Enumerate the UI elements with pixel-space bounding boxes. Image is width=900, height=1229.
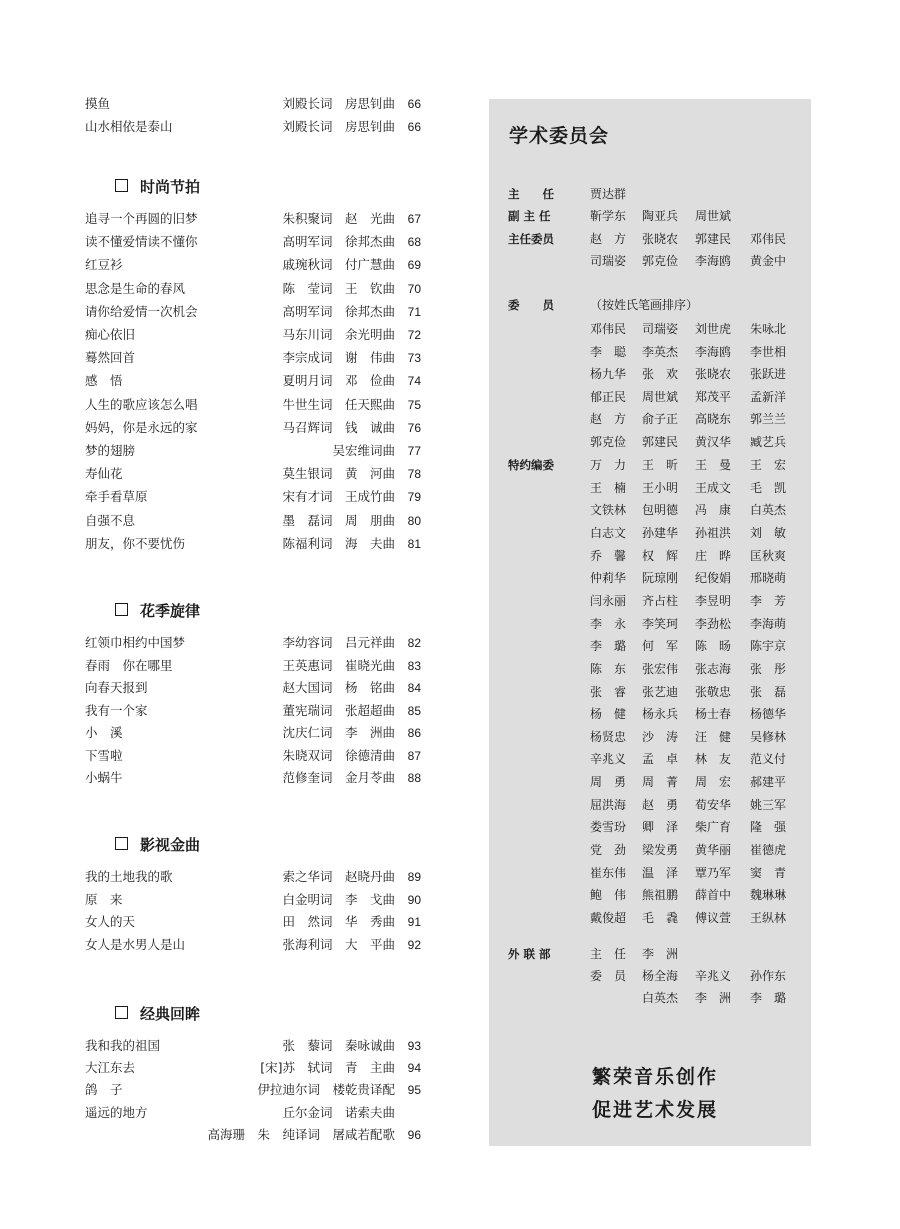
member-name: 白英杰 [750, 503, 787, 518]
member-name: 杨全海 [642, 969, 679, 983]
member-name: 卿 泽 [642, 820, 679, 835]
member-name: 汪 健 [695, 729, 732, 744]
toc-entry[interactable] [85, 723, 421, 743]
member-name: 刘世虎 [695, 322, 732, 336]
song-credit: 丘尔金词 诺索夫曲 [282, 1105, 395, 1120]
member-name: 王 宏 [750, 458, 787, 472]
members-sort-note: （按姓氏笔画排序） [590, 298, 699, 312]
toc-entry[interactable] [85, 867, 421, 887]
member-name: 邓伟民 [590, 322, 627, 336]
member-name: 李海鸥 [695, 344, 732, 359]
checkbox-square-icon [115, 837, 128, 850]
member-name: 李 洲 [695, 991, 732, 1005]
toc-entry[interactable] [85, 746, 421, 766]
section-title: 影视金曲 [140, 836, 201, 854]
page-number: 87 [407, 749, 421, 763]
toc-entry[interactable] [85, 678, 421, 698]
member-name: 李 璐 [750, 991, 787, 1005]
member-name: 王 楠 [590, 480, 627, 495]
member-name: 王 曼 [695, 458, 732, 472]
song-title: 大江东去 [85, 1060, 136, 1075]
member-name: 邢晓萌 [750, 571, 787, 586]
toc-entry[interactable] [85, 302, 421, 322]
member-name: 郭克俭 [590, 435, 627, 449]
member-name: 李 芳 [750, 593, 787, 608]
section-heading [115, 599, 200, 623]
member-name: 李 聪 [590, 344, 627, 359]
page-number: 83 [407, 659, 421, 673]
section-title: 经典回眸 [140, 1005, 201, 1023]
section-heading [115, 833, 200, 857]
member-name: 李笑珂 [642, 616, 679, 631]
song-credit: 李宗成词 谢 伟曲 [282, 350, 395, 365]
toc-entry[interactable] [85, 1080, 421, 1100]
page-number: 86 [407, 726, 421, 740]
member-name: 万 力 [590, 458, 627, 472]
page-number: 94 [407, 1061, 421, 1075]
member-name: 张 欢 [642, 367, 679, 382]
member-name: 李世相 [750, 344, 787, 359]
members-label: 委 员 [508, 298, 554, 312]
song-credit: [宋]苏 轼词 青 主曲 [260, 1060, 395, 1075]
song-title: 妈妈，你是永远的家 [85, 420, 198, 435]
member-name: 齐占柱 [642, 593, 679, 608]
page-number: 88 [407, 771, 421, 785]
member-name: 白英杰 [642, 991, 679, 1005]
toc-entry[interactable] [85, 1103, 421, 1123]
member-name: 张 睿 [590, 684, 627, 699]
toc-entry[interactable] [85, 279, 421, 299]
member-name: 白志文 [590, 525, 627, 540]
toc-entry[interactable] [85, 534, 421, 554]
member-name: 崔德虎 [750, 843, 787, 858]
toc-entry[interactable] [85, 371, 421, 391]
toc-entry[interactable] [85, 890, 421, 910]
page-number: 68 [407, 235, 421, 249]
member-name: 陶亚兵 [642, 209, 679, 223]
song-title: 红领巾相约中国梦 [85, 635, 186, 650]
toc-entry[interactable] [85, 348, 421, 368]
toc-entry[interactable] [85, 1058, 421, 1078]
song-credit: 马召辉词 钱 诚曲 [282, 420, 395, 435]
member-name: 张晓农 [642, 232, 679, 246]
page-number: 79 [407, 490, 421, 504]
member-name: 窦 青 [750, 865, 787, 880]
committee-title: 学术委员会 [509, 125, 610, 147]
slogan-line-1: 繁荣音乐创作 [591, 1066, 718, 1088]
member-name: 文铁林 [590, 503, 627, 518]
member-name: 柴广育 [695, 820, 732, 835]
member-name: 杨德华 [750, 707, 787, 722]
page-number: 73 [407, 351, 421, 365]
member-name: 朱咏北 [750, 322, 787, 336]
member-name: 仲莉华 [590, 571, 627, 586]
checkbox-square-icon [115, 1006, 128, 1019]
member-name: 李海鸥 [695, 254, 732, 268]
academic-committee-panel [489, 99, 811, 1146]
director-members-label: 主任委员 [508, 232, 554, 246]
song-title: 春雨 你在哪里 [85, 658, 173, 673]
member-name: 李 璐 [590, 639, 627, 654]
member-name: 臧艺兵 [750, 435, 787, 449]
member-name: 黄汉华 [695, 435, 732, 449]
page-number: 95 [407, 1083, 421, 1097]
toc-entry[interactable] [85, 487, 421, 507]
member-name: 王成文 [695, 480, 732, 495]
song-credit: 夏明月词 邓 俭曲 [282, 373, 395, 388]
song-title: 人生的歌应该怎么唱 [85, 397, 198, 412]
song-credit: 莫生银词 黄 河曲 [282, 466, 395, 481]
song-title: 痴心依旧 [85, 327, 136, 342]
member-name: 高晓东 [695, 412, 732, 427]
member-name: 毛 毳 [642, 911, 679, 925]
member-name: 沙 涛 [642, 729, 679, 744]
member-name: 孙祖洪 [695, 525, 732, 540]
song-title: 女人是水男人是山 [85, 937, 186, 952]
member-name: 陈宇京 [750, 639, 787, 654]
section-heading [115, 175, 200, 199]
member-name: 赵 方 [590, 232, 627, 246]
song-title: 请你给爱情一次机会 [85, 304, 198, 319]
checkbox-square-icon [115, 179, 128, 192]
member-name: 杨 健 [590, 707, 627, 722]
song-title: 红豆衫 [85, 257, 123, 272]
section-title: 时尚节拍 [140, 178, 201, 196]
toc-entry[interactable] [85, 94, 421, 114]
song-credit: 李幼容词 吕元祥曲 [282, 635, 395, 650]
member-name: 何 军 [642, 639, 679, 654]
toc-entry[interactable] [85, 209, 421, 229]
member-name: 杨士春 [695, 707, 732, 722]
member-name: 孟 卓 [642, 752, 679, 767]
member-name: 傅议萱 [695, 911, 732, 925]
member-name: 周 宏 [695, 775, 732, 790]
page-number: 81 [407, 537, 421, 551]
song-title: 女人的天 [85, 914, 136, 929]
member-name: 崔东伟 [590, 865, 627, 880]
page-number: 67 [407, 212, 421, 226]
toc-entry[interactable] [85, 395, 421, 415]
member-name: 王小明 [642, 480, 679, 495]
liaison-members-label: 委 员 [590, 969, 627, 983]
slogan-line-2: 促进艺术发展 [591, 1099, 718, 1121]
song-credit: 陈 莹词 王 钦曲 [282, 281, 395, 296]
member-name: 杨贤忠 [590, 729, 627, 744]
song-credit: 朱积聚词 赵 光曲 [282, 211, 395, 226]
member-name: 赵 方 [590, 412, 627, 427]
toc-entry[interactable] [85, 1036, 421, 1056]
toc-entry[interactable] [85, 255, 421, 275]
special-editors-label: 特约编委 [508, 458, 554, 472]
member-name: 杨九华 [590, 367, 627, 382]
song-title: 梦的翅膀 [85, 443, 136, 458]
member-name: 周世斌 [695, 209, 732, 223]
toc-entry[interactable] [85, 768, 421, 788]
song-credit: 刘殿长词 房思钊曲 [282, 119, 395, 134]
liaison-director-label: 主 任 [590, 947, 627, 961]
song-credit: 朱晓双词 徐德清曲 [282, 748, 395, 763]
toc-entry[interactable] [85, 325, 421, 345]
song-title: 寿仙花 [85, 466, 123, 481]
song-title: 下雪啦 [85, 748, 123, 763]
member-name: 杨永兵 [642, 707, 679, 722]
song-title: 朋友，你不要忧伤 [85, 536, 186, 551]
member-name: 娄雪玢 [590, 820, 627, 835]
song-title: 追寻一个再圆的旧梦 [85, 211, 198, 226]
song-title: 原 来 [85, 892, 123, 907]
song-credit: 高明军词 徐邦杰曲 [282, 234, 395, 249]
member-name: 匡秋爽 [750, 548, 787, 563]
member-name: 闫永丽 [590, 593, 627, 608]
page-number: 70 [407, 282, 421, 296]
song-credit: 王英惠词 崔晓光曲 [282, 658, 395, 673]
song-credit: 刘殿长词 房思钊曲 [282, 96, 395, 111]
liaison-director-name: 李 洲 [642, 947, 679, 961]
song-title: 小蜗牛 [85, 770, 123, 785]
song-credit: 伊拉迪尔词 楼乾贵译配 [257, 1082, 395, 1097]
member-name: 李海萌 [750, 616, 787, 631]
member-name: 李 永 [590, 616, 627, 631]
member-name: 周 菁 [642, 775, 679, 790]
page-number: 69 [407, 258, 421, 272]
song-credit: 高海珊 朱 纯译词 屠咸若配歌 [207, 1127, 395, 1142]
song-credit: 戚琬秋词 付广慧曲 [282, 257, 395, 272]
page-number: 96 [407, 1128, 421, 1142]
song-title: 摸鱼 [85, 96, 111, 111]
member-name: 权 辉 [642, 548, 679, 563]
page-number: 66 [407, 97, 421, 111]
member-name: 孟新洋 [750, 389, 787, 404]
toc-entry[interactable] [85, 912, 421, 932]
song-credit: 沈庆仁词 李 洲曲 [282, 725, 395, 740]
member-name: 姚三军 [750, 797, 787, 812]
page-number: 76 [407, 421, 421, 435]
song-credit: 吴宏维词曲 [332, 443, 395, 458]
director-label: 主 任 [508, 187, 554, 201]
member-name: 孙建华 [642, 525, 679, 540]
member-name: 戴俊超 [590, 911, 627, 925]
song-title: 感 悟 [85, 373, 123, 388]
page-number: 91 [407, 915, 421, 929]
song-credit: 墨 磊词 周 朋曲 [282, 513, 395, 528]
member-name: 赵 勇 [642, 797, 679, 812]
member-name: 纪俊娟 [695, 571, 732, 586]
song-title: 向春天报到 [85, 680, 148, 695]
song-credit: 马东川词 余光明曲 [282, 327, 395, 342]
member-name: 李英杰 [642, 344, 679, 359]
song-credit: 董宪瑞词 张超超曲 [282, 703, 395, 718]
song-title: 牵手看草原 [85, 489, 148, 504]
song-credit: 索之华词 赵晓丹曲 [282, 869, 395, 884]
member-name: 郭克俭 [642, 254, 679, 268]
member-name: 温 泽 [642, 865, 679, 880]
song-credit: 赵大国词 杨 铭曲 [282, 680, 395, 695]
member-name: 魏琳琳 [750, 888, 787, 903]
song-credit: 范修奎词 金月苓曲 [282, 770, 395, 785]
member-name: 隆 强 [750, 820, 787, 835]
song-title: 思念是生命的春风 [85, 281, 186, 296]
member-name: 林 友 [695, 752, 732, 767]
member-name: 张敬忠 [695, 684, 732, 699]
song-credit: 牛世生词 任天熙曲 [282, 397, 395, 412]
toc-entry[interactable] [85, 701, 421, 721]
member-name: 郁正民 [590, 389, 627, 404]
section-title: 花季旋律 [140, 602, 201, 620]
song-title: 我的土地我的歌 [85, 869, 173, 884]
song-credit: 田 然词 华 秀曲 [282, 914, 395, 929]
song-title: 小 溪 [85, 725, 123, 740]
director-name: 贾达群 [590, 187, 627, 201]
member-name: 郭兰兰 [750, 412, 787, 427]
member-name: 陈 东 [590, 661, 627, 676]
member-name: 薛首中 [695, 888, 732, 903]
member-name: 张艺迪 [642, 684, 679, 699]
song-credit: 白金明词 李 戈曲 [282, 892, 395, 907]
member-name: 郝建平 [750, 775, 787, 790]
member-name: 辛兆义 [695, 969, 732, 983]
member-name: 乔 馨 [590, 548, 627, 563]
song-credit: 张海利词 大 平曲 [282, 937, 395, 952]
member-name: 王纵林 [750, 911, 787, 925]
song-title: 自强不息 [85, 513, 136, 528]
member-name: 张 彤 [750, 661, 787, 676]
member-name: 王 昕 [642, 458, 679, 472]
song-title: 山水相依是泰山 [85, 119, 173, 134]
song-title: 读不懂爱情读不懂你 [85, 234, 198, 249]
page-number: 84 [407, 681, 421, 695]
toc-entry[interactable] [85, 464, 421, 484]
song-credit: 高明军词 徐邦杰曲 [282, 304, 395, 319]
toc-entry[interactable] [85, 935, 421, 955]
section-heading [115, 1002, 200, 1026]
member-name: 陈 旸 [695, 639, 732, 654]
toc-entry[interactable] [85, 656, 421, 676]
member-name: 鲍 伟 [590, 888, 627, 903]
member-name: 邓伟民 [750, 232, 787, 246]
page-number: 82 [407, 636, 421, 650]
member-name: 司瑞姿 [590, 254, 627, 268]
member-name: 周 勇 [590, 775, 627, 790]
page-number: 66 [407, 120, 421, 134]
page-number: 93 [407, 1039, 421, 1053]
page-number: 89 [407, 870, 421, 884]
member-name: 冯 康 [695, 503, 732, 518]
song-title: 遥远的地方 [85, 1105, 148, 1120]
member-name: 熊祖鹏 [642, 888, 679, 903]
vice-director-label: 副 主 任 [508, 209, 551, 223]
member-name: 郭建民 [642, 435, 679, 449]
toc-entry[interactable] [85, 633, 421, 653]
member-name: 覃乃军 [695, 865, 732, 880]
member-name: 梁发勇 [642, 843, 679, 858]
member-name: 李昱明 [695, 593, 732, 608]
song-title: 我有一个家 [85, 703, 148, 718]
song-credit: 张 藜词 秦咏诚曲 [282, 1038, 395, 1053]
checkbox-square-icon [115, 603, 128, 616]
member-name: 张宏伟 [642, 661, 679, 676]
member-name: 庄 晔 [695, 548, 732, 563]
page-number: 85 [407, 704, 421, 718]
member-name: 张 磊 [750, 684, 787, 699]
member-name: 周世斌 [642, 389, 679, 404]
toc-entry[interactable] [85, 1125, 421, 1145]
member-name: 李劲松 [695, 616, 732, 631]
member-name: 刘 敏 [750, 525, 787, 540]
member-name: 毛 凯 [750, 480, 787, 495]
song-credit: 宋有才词 王成竹曲 [282, 489, 395, 504]
member-name: 黄华丽 [695, 843, 732, 858]
member-name: 俞子正 [642, 412, 679, 427]
member-name: 阮琼刚 [642, 571, 679, 586]
page-number: 74 [407, 374, 421, 388]
member-name: 司瑞姿 [642, 322, 679, 336]
member-name: 张跃进 [750, 367, 787, 382]
toc-entry[interactable] [85, 418, 421, 438]
member-name: 屈洪海 [590, 797, 627, 812]
member-name: 包明德 [642, 503, 679, 518]
toc-entry[interactable] [85, 117, 421, 137]
page-number: 75 [407, 398, 421, 412]
song-title: 鸽 子 [85, 1082, 123, 1097]
member-name: 张志海 [695, 661, 732, 676]
page-number: 77 [407, 444, 421, 458]
member-name: 党 劲 [590, 843, 627, 858]
member-name: 郭建民 [695, 232, 732, 246]
toc-entry[interactable] [85, 511, 421, 531]
member-name: 黄金中 [750, 254, 787, 268]
song-title: 我和我的祖国 [85, 1038, 161, 1053]
toc-entry[interactable] [85, 232, 421, 252]
page-number: 72 [407, 328, 421, 342]
page-number: 78 [407, 467, 421, 481]
song-title: 蓦然回首 [85, 350, 136, 365]
member-name: 孙作东 [750, 969, 787, 983]
member-name: 辛兆义 [590, 752, 627, 767]
page-number: 92 [407, 938, 421, 952]
member-name: 范义付 [750, 752, 787, 767]
page-number: 90 [407, 893, 421, 907]
member-name: 荀安华 [695, 797, 732, 812]
page-number: 71 [407, 305, 421, 319]
member-name: 靳学东 [590, 209, 627, 223]
member-name: 吴修林 [750, 729, 787, 744]
member-name: 张晓农 [695, 367, 732, 382]
page-number: 80 [407, 514, 421, 528]
member-name: 郑茂平 [695, 389, 732, 404]
song-credit: 陈福利词 海 夫曲 [282, 536, 395, 551]
liaison-label: 外 联 部 [508, 947, 551, 961]
toc-entry[interactable] [85, 441, 421, 461]
